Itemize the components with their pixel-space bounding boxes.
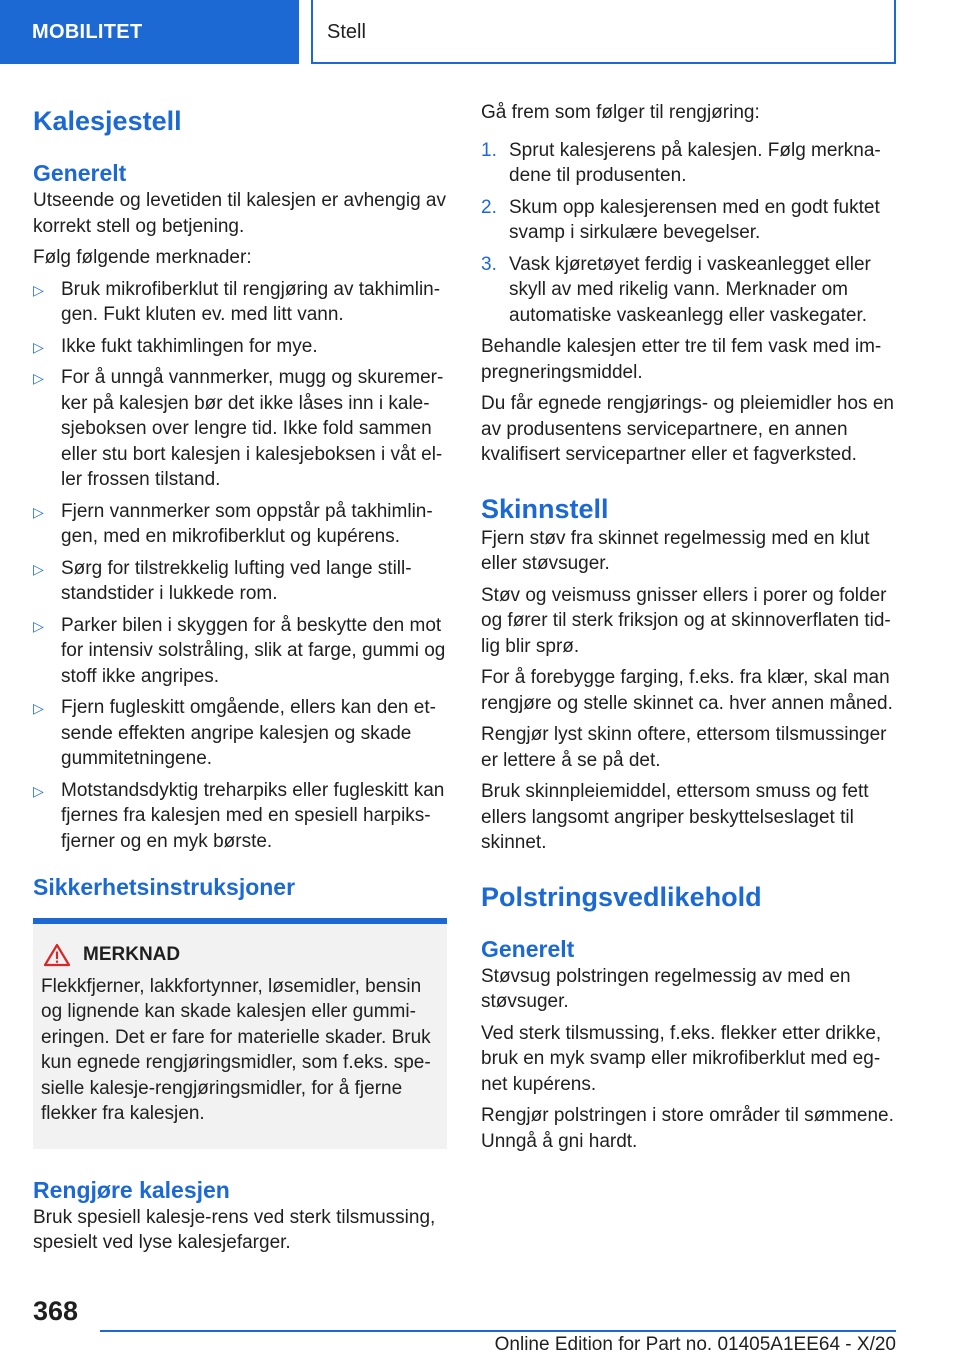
notice-box [33, 918, 447, 1149]
list-item: ▷ For å unngå vannmerker, mugg og skuremerker på kalesjen bør det ikke låses inn i kalesjeboksen over lengre tid. Ikke fold sammen eller stu bort kalesjen i kalesjeboksen i våt eller frossen tilstand. [33, 367, 444, 490]
cleaning-steps [481, 138, 896, 329]
polstring-title: Polstringsvedlikehold [481, 881, 762, 912]
triangle-bullet-icon: ▷ [33, 782, 44, 799]
triangle-bullet-icon: ▷ [33, 281, 44, 298]
generelt-paragraph-1: Utseende og levetiden til kalesjen er avhengig av korrekt stell og betjening. [33, 190, 446, 237]
section-tab: MOBILITET [0, 0, 299, 64]
skinn-paragraph: Fjern støv fra skinnet regelmessig med en klut eller støvsuger. [481, 527, 870, 574]
triangle-bullet-icon: ▷ [33, 700, 44, 716]
list-item: ▷ Fjern vannmerker som oppstår på takhimlingen, med en mikrofiberklut og kupérens. [33, 500, 433, 547]
list-item: ▷ Fjern fugleskitt omgående, ellers kan den etsende effekten angripe kalesjen og skade gummitetningene. [33, 697, 436, 769]
polstring-paragraph: Ved sterk tilsmussing, f.eks. flekker etter drikke, bruk en myk svamp eller mikrofiberklut med egnet kupérens. [481, 1022, 882, 1095]
rengjore-paragraph: Bruk spesiell kalesje-rens ved sterk tilsmussing, spesielt ved lyse kalesjefarger. [33, 1206, 436, 1253]
skinn-paragraph: For å forebygge farging, f.eks. fra klær, skal man rengjøre og stelle skinnet ca. hver annen måned. [481, 667, 893, 714]
triangle-bullet-icon: ▷ [33, 338, 44, 355]
skinn-paragraph: Støv og veismuss gnisser ellers i porer og folder og fører til sterk friksjon og at skinnoverflaten tidlig blir sprø. [481, 584, 891, 657]
impregnation-paragraph: Behandle kalesjen etter tre til fem vask med impregneringsmiddel. [481, 336, 882, 383]
skinnstell-title: Skinnstell [481, 493, 609, 524]
list-item: ▷ Ikke fukt takhimlingen for mye. [33, 335, 318, 357]
list-item: ▷ Bruk mikrofiberklut til rengjøring av takhimlingen. Fukt kluten ev. med litt vann. [33, 278, 441, 325]
footer-divider [100, 1330, 896, 1332]
step-item: 1. Sprut kalesjerens på kalesjen. Følg merknadene til produsenten. [481, 139, 881, 186]
rengjore-heading: Rengjøre kalesjen [33, 1176, 230, 1203]
list-item: ▷ Motstandsdyktig treharpiks eller fugleskitt kan fjernes fra kalesjen med en spesiell harpiks-fjerner og en myk børste. [33, 779, 445, 852]
kalesjestell-title: Kalesjestell [33, 106, 182, 136]
step-number: 3. [481, 253, 497, 275]
skinn-paragraph: Bruk skinnpleiemiddel, ettersom smuss og fett ellers langsomt angriper beskyttelseslaget til skinnet. [481, 781, 869, 853]
care-notes-list [33, 277, 447, 855]
triangle-bullet-icon: ▷ [33, 370, 44, 386]
triangle-bullet-icon: ▷ [33, 617, 44, 634]
step-number: 2. [481, 196, 497, 218]
skinn-paragraph: Rengjør lyst skinn oftere, ettersom tilsmussinger er lettere å se på det. [481, 724, 887, 771]
notice-header [41, 942, 437, 968]
list-item: ▷ Sørg for tilstrekkelig lufting ved lange stillstandstider i lukkede rom. [33, 557, 412, 604]
step-number: 1. [481, 139, 497, 161]
left-column [33, 100, 447, 1262]
products-paragraph: Du får egnede rengjørings- og pleiemidler hos en av produsentens servicepartnere, en annen kvalifisert servicepartner eller et fagverksted. [481, 393, 894, 465]
generelt-paragraph-2: Følg følgende merknader: [33, 247, 252, 268]
generelt-heading: Generelt [33, 160, 127, 186]
triangle-bullet-icon: ▷ [33, 560, 44, 577]
warning-triangle-icon [43, 943, 71, 967]
sikkerhet-heading: Sikkerhetsinstruksjoner [33, 874, 296, 900]
triangle-bullet-icon: ▷ [33, 503, 44, 520]
polstring-generelt-heading: Generelt [481, 935, 575, 962]
cleaning-intro: Gå frem som følger til rengjøring: [481, 102, 760, 123]
step-item: 2. Skum opp kalesjerensen med en godt fuktet svamp i sirkulære bevegelser. [481, 196, 880, 243]
polstring-paragraph: Støvsug polstringen regelmessig av med en støvsuger. [481, 965, 851, 1012]
polstring-paragraph: Rengjør polstringen i store områder til sømmene. Unngå å gni hardt. [481, 1105, 894, 1152]
step-item: 3. Vask kjøretøyet ferdig i vaskeanlegget eller skyll av med rikelig vann. Merknader om automatiske vaskeanlegg eller vaskegater. [481, 253, 871, 326]
list-item: ▷ Parker bilen i skyggen for å beskytte den mot for intensiv solstråling, slik at farge, gummi og stoff ikke angripes. [33, 614, 446, 687]
right-column [481, 100, 896, 1160]
chapter-title: Stell [311, 0, 896, 64]
notice-text: Flekkfjerner, lakkfortynner, løsemidler, bensin og lignende kan skade kalesjen eller gummieringen. Det er fare for materielle skader. Bruk kun egnede rengjøringsmidler, som f.eks. spesielle kalesje-rengjøringsmidler, for å fjerne flekker fra kalesjen. [41, 975, 431, 1124]
edition-info: Online Edition for Part no. 01405A1EE64 - X/20 [494, 1334, 896, 1355]
notice-title: MERKNAD [83, 944, 181, 965]
page-number: 368 [33, 1296, 79, 1326]
